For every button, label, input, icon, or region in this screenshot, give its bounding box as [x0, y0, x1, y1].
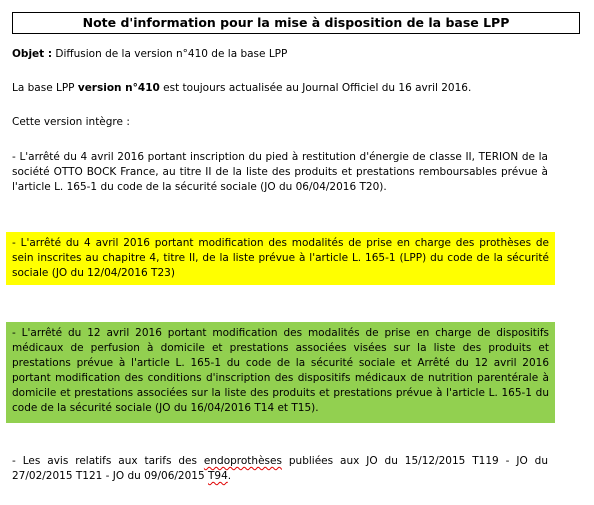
objet-label: Objet : — [12, 48, 53, 60]
item-perfusion-nutrition-highlighted: - L'arrêté du 12 avril 2016 portant modification des modalités de prise en charge de dispositifs médicaux de perfusion à domicile et prestations associées visées sur la liste des produits et prestations prévue à l'article L. 165-1 du code de la sécurité sociale et Arrêté du 12 avril 2016 portant modification des conditions d'inscription des dispositifs médicaux de nutrition parentérale à domicile et prestations associées sur la liste des produits et prestations prévue à l'article L. 165-1 du code de la sécurité sociale (JO du 16/04/2016 T14 et T15). — [6, 322, 555, 423]
objet-text: Diffusion de la version n°410 de la base LPP — [52, 48, 288, 60]
base-version-line — [12, 81, 548, 96]
base-version-number: version n°410 — [77, 82, 160, 94]
avis-before: - Les avis relatifs aux tarifs des — [12, 455, 204, 467]
item-terion: - L'arrêté du 4 avril 2016 portant inscription du pied à restitution d'énergie de classe II, TERION de la société OTTO BOCK France, au titre II de la liste des produits et prestations remboursables prévue à l'article L. 165-1 du code de la sécurité sociale (JO du 06/04/2016 T20). — [12, 151, 548, 193]
item-protheses-sein-highlighted: - L'arrêté du 4 avril 2016 portant modification des modalités de prise en charge des prothèses de sein inscrites au chapitre 4, titre II, de la liste prévue à l'article L. 165-1 (LPP) du code de la sécurité sociale (JO du 12/04/2016 T23) — [6, 232, 555, 285]
item-avis-tarifs — [12, 454, 548, 484]
spellcheck-flagged-word-2: T94 — [208, 470, 228, 482]
avis-middle: publiées aux JO du 15/12/2015 T119 - JO du 27/02/2015 T121 - JO du 09/06/2015 — [12, 455, 548, 482]
base-version-after: est toujours actualisée au Journal Officiel du 16 avril 2016. — [159, 82, 472, 94]
intro-line: Cette version intègre : — [12, 116, 130, 128]
spellcheck-flagged-word: endoprothèses — [203, 455, 282, 467]
base-version-before: La base LPP — [12, 82, 78, 94]
document-title: Note d'information pour la mise à disposition de la base LPP — [12, 12, 580, 34]
avis-end: . — [227, 470, 232, 482]
objet-line — [12, 47, 548, 62]
